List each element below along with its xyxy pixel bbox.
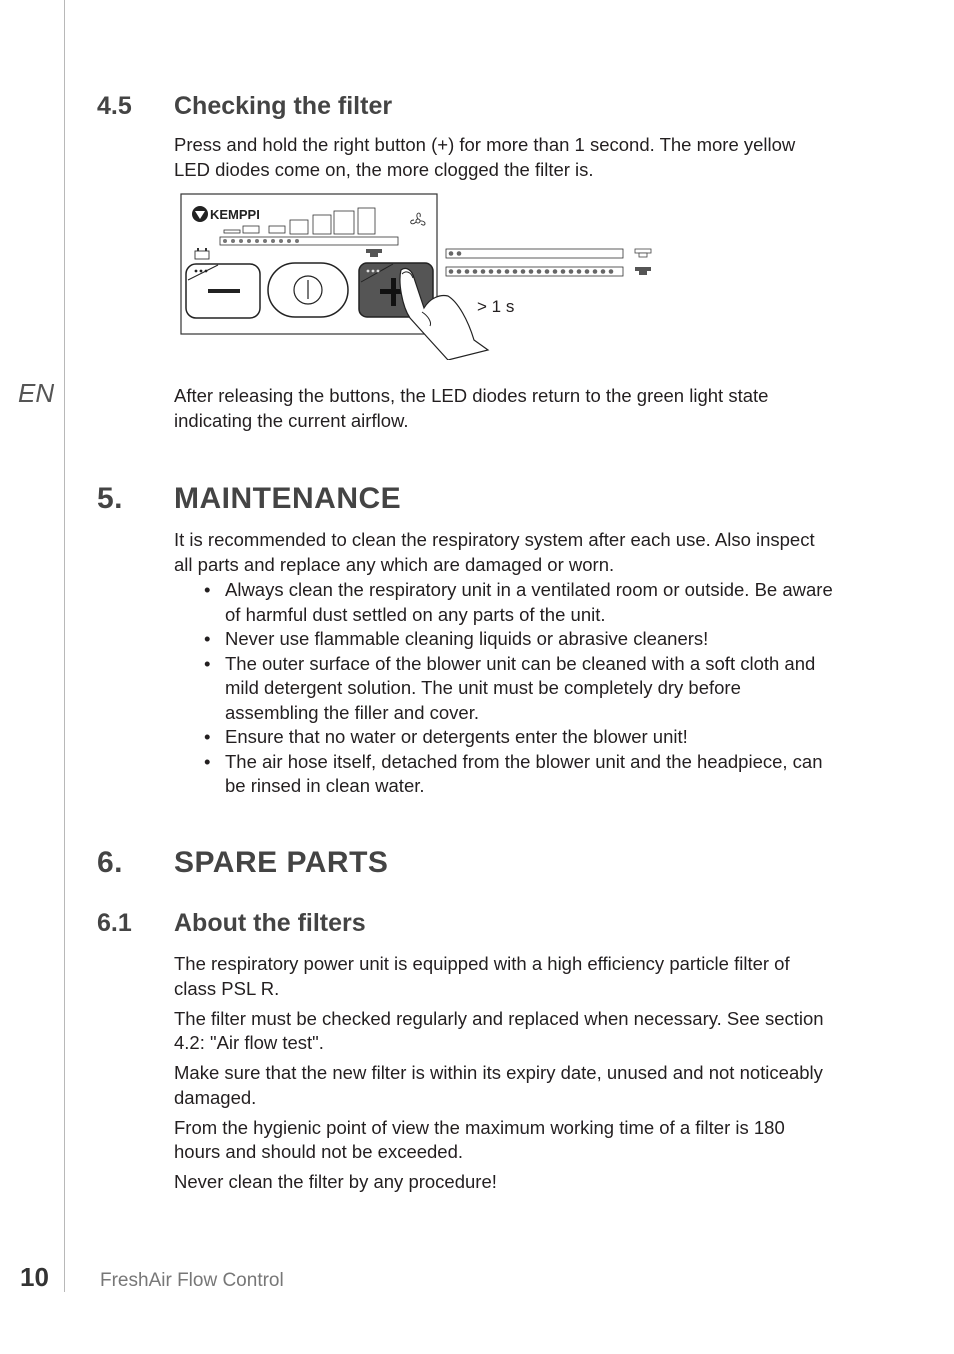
filter-icon <box>635 267 651 275</box>
filters-paragraph: The respiratory power unit is equipped with a high efficiency particle filter of class PSL R. <box>174 953 790 999</box>
bullet-icon: • <box>204 652 211 674</box>
list-item: • The air hose itself, detached from the blower unit and the headpiece, can be rinsed in clean water. <box>204 750 823 796</box>
list-item: • The outer surface of the blower unit can be cleaned with a soft cloth and mild detergent solution. The unit must be completely dry before assembling the filler and cover. <box>204 652 816 723</box>
page-number: 10 <box>20 1262 49 1292</box>
power-icon <box>268 263 348 317</box>
section-4-5-number: 4.5 <box>97 92 132 120</box>
list-item: • Always clean the respiratory unit in a ventilated room or outside. Be aware of harmful dust settled on any parts of the unit. <box>204 579 833 625</box>
margin-rule <box>64 0 65 1292</box>
section-5-intro: It is recommended to clean the respiratory system after each use. Also inspect all parts and replace any which are damaged or worn. <box>174 529 815 575</box>
filters-paragraph: From the hygienic point of view the maximum working time of a filter is 180 hours and should not be exceeded. <box>174 1116 785 1162</box>
section-4-5-title: Checking the filter <box>174 92 393 120</box>
control-panel-figure <box>178 190 658 360</box>
language-tab: EN <box>18 378 55 408</box>
filters-paragraph: Never clean the filter by any procedure! <box>174 1171 497 1192</box>
section-5-title: MAINTENANCE <box>174 482 402 515</box>
footer-product-name: FreshAir Flow Control <box>100 1270 284 1291</box>
brand-name: KEMPPI <box>210 207 260 222</box>
section-6-title: SPARE PARTS <box>174 846 389 879</box>
bullet-icon: • <box>204 579 211 600</box>
filters-text-block <box>174 952 834 1200</box>
bullet-icon: • <box>204 750 211 772</box>
hand-icon <box>400 268 488 360</box>
bullet-icon: • <box>204 726 211 747</box>
section-4-5-text: Press and hold the right button (+) for more than 1 second. The more yellow LED diodes come on, the more clogged the filter is. <box>174 134 796 180</box>
bullet-icon: • <box>204 628 211 649</box>
minus-icon <box>186 264 260 318</box>
filters-paragraph: Make sure that the new filter is within its expiry date, unused and not noticeably damaged. <box>174 1062 823 1108</box>
list-item: • Never use flammable cleaning liquids or abrasive cleaners! <box>174 627 834 652</box>
filters-paragraph: The filter must be checked regularly and replaced when necessary. See section 4.2: "Air flow test". <box>174 1007 824 1053</box>
kemppi-logo-icon <box>192 206 208 222</box>
section-5-number: 5. <box>97 482 124 515</box>
list-item: • Ensure that no water or detergents enter the blower unit! <box>174 725 834 750</box>
press-duration-label: > 1 s <box>477 297 515 316</box>
section-6-1-title: About the filters <box>174 909 366 937</box>
filter-icon <box>635 249 651 257</box>
section-4-5-after-text: After releasing the buttons, the LED diodes return to the green light state indicating the current airflow. <box>174 385 769 431</box>
maintenance-bullet-list <box>174 578 834 799</box>
section-6-1-number: 6.1 <box>97 909 132 937</box>
section-6-number: 6. <box>97 846 124 879</box>
